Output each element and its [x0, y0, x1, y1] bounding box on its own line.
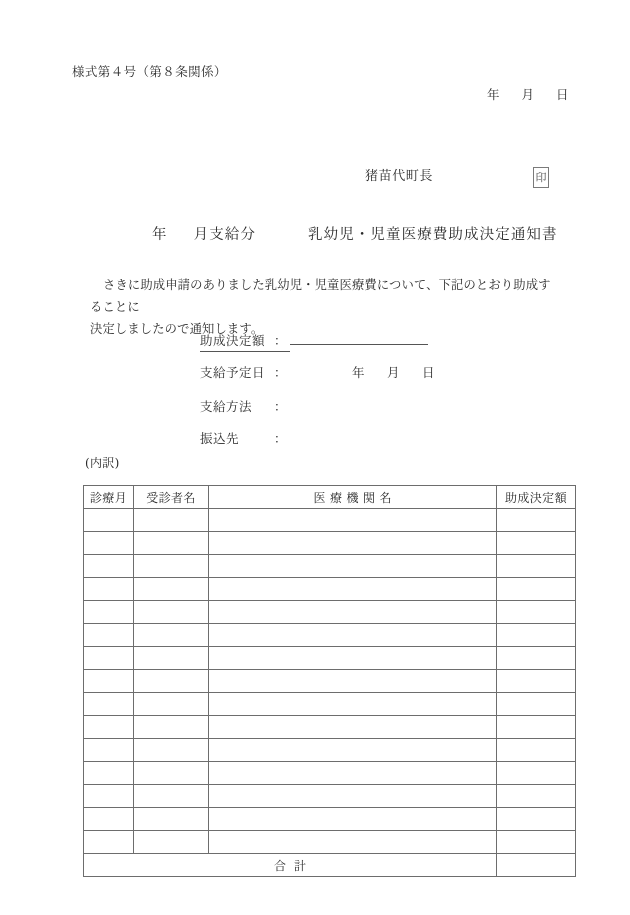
table-cell[interactable]	[497, 509, 576, 532]
table-cell[interactable]	[134, 532, 209, 555]
table-cell[interactable]	[84, 624, 134, 647]
table-cell[interactable]	[134, 670, 209, 693]
table-cell[interactable]	[497, 555, 576, 578]
table-cell[interactable]	[134, 762, 209, 785]
field-subsidy-amount-label: 助成決定額	[200, 331, 274, 352]
table-cell[interactable]	[209, 693, 497, 716]
issue-date-year-label: 年	[487, 87, 500, 102]
table-cell[interactable]	[497, 716, 576, 739]
total-label-text: 合計	[273, 858, 314, 873]
table-row	[84, 762, 576, 785]
table-cell[interactable]	[84, 808, 134, 831]
field-payment-method	[200, 397, 290, 415]
table-row	[84, 647, 576, 670]
table-cell[interactable]	[209, 647, 497, 670]
table-cell[interactable]	[209, 739, 497, 762]
breakdown-caption: (内訳)	[85, 456, 120, 470]
table-cell[interactable]	[84, 555, 134, 578]
table-cell[interactable]	[497, 624, 576, 647]
table-cell[interactable]	[497, 601, 576, 624]
table-cell[interactable]	[209, 785, 497, 808]
table-cell[interactable]	[84, 762, 134, 785]
field-subsidy-amount-value[interactable]	[290, 342, 428, 345]
column-header-subsidy-amount: 助成決定額	[497, 486, 576, 509]
table-cell[interactable]	[84, 739, 134, 762]
breakdown-table	[83, 485, 576, 877]
table-cell[interactable]	[84, 601, 134, 624]
table-cell[interactable]	[134, 578, 209, 601]
table-cell[interactable]	[84, 670, 134, 693]
field-payment-date-day: 日	[422, 365, 436, 380]
table-body	[84, 509, 576, 854]
table-footer	[84, 854, 576, 877]
column-header-patient-name: 受診者名	[134, 486, 209, 509]
table-cell[interactable]	[84, 578, 134, 601]
table-cell[interactable]	[497, 693, 576, 716]
table-row	[84, 808, 576, 831]
field-payment-date	[200, 363, 435, 381]
field-payment-date-month: 月	[387, 365, 401, 380]
table-cell[interactable]	[497, 808, 576, 831]
form-number-label: 様式第４号（第８条関係）	[72, 64, 227, 79]
column-header-treatment-month: 診療月	[84, 486, 134, 509]
title-month-label: 月支給分	[193, 227, 257, 243]
table-row	[84, 831, 576, 854]
table-cell[interactable]	[134, 509, 209, 532]
table-cell[interactable]	[134, 555, 209, 578]
field-bank-account-label: 振込先	[200, 431, 240, 446]
table-row	[84, 578, 576, 601]
table-cell[interactable]	[209, 808, 497, 831]
table-cell[interactable]	[84, 831, 134, 854]
table-header-row	[84, 486, 576, 509]
field-subsidy-amount	[200, 331, 428, 352]
field-payment-method-label: 支給方法	[200, 399, 253, 414]
table-total-row	[84, 854, 576, 877]
table-cell[interactable]	[497, 785, 576, 808]
table-cell[interactable]	[497, 762, 576, 785]
table-row	[84, 555, 576, 578]
table-row	[84, 509, 576, 532]
issue-date-day-label: 日	[556, 87, 569, 102]
table-cell[interactable]	[84, 716, 134, 739]
table-cell[interactable]	[497, 739, 576, 762]
table-cell[interactable]	[134, 601, 209, 624]
total-value-cell[interactable]	[497, 854, 576, 877]
table-cell[interactable]	[209, 509, 497, 532]
table-header	[84, 486, 576, 509]
column-header-medical-institution	[209, 486, 497, 509]
table-cell[interactable]	[209, 716, 497, 739]
field-bank-account	[200, 429, 290, 447]
table-cell[interactable]	[209, 831, 497, 854]
table-cell[interactable]	[209, 578, 497, 601]
table-cell[interactable]	[134, 739, 209, 762]
issuing-office-label: 猪苗代町長	[365, 169, 434, 184]
title-year-label: 年	[152, 227, 168, 243]
table-row	[84, 739, 576, 762]
table-cell[interactable]	[134, 808, 209, 831]
table-cell[interactable]	[84, 785, 134, 808]
table-row	[84, 785, 576, 808]
table-cell[interactable]	[497, 670, 576, 693]
seal-stamp-box: 印	[533, 167, 549, 188]
table-cell[interactable]	[497, 831, 576, 854]
table-cell[interactable]	[209, 601, 497, 624]
table-cell[interactable]	[134, 647, 209, 670]
table-cell[interactable]	[209, 532, 497, 555]
field-subsidy-amount-colon: ：	[274, 331, 290, 352]
field-bank-account-colon: ：	[274, 431, 288, 446]
table-cell[interactable]	[497, 532, 576, 555]
table-cell[interactable]	[84, 647, 134, 670]
table-row	[84, 716, 576, 739]
table-cell[interactable]	[134, 831, 209, 854]
table-cell[interactable]	[209, 624, 497, 647]
field-payment-date-colon: ：	[274, 365, 288, 380]
table-cell[interactable]	[497, 578, 576, 601]
title-main-label: 乳幼児・児童医療費助成決定通知書	[308, 227, 558, 243]
total-label-cell	[84, 854, 497, 877]
body-line-1: さきに助成申請のありました乳幼児・児童医療費について、下記のとおり助成することに	[90, 278, 551, 314]
table-row	[84, 624, 576, 647]
table-cell[interactable]	[134, 624, 209, 647]
table-cell[interactable]	[84, 532, 134, 555]
table-row	[84, 670, 576, 693]
table-cell[interactable]	[209, 555, 497, 578]
table-row	[84, 601, 576, 624]
column-header-medical-institution-text: 医療機関名	[313, 490, 396, 505]
table-row	[84, 693, 576, 716]
field-payment-method-colon: ：	[274, 399, 288, 414]
issue-date-line	[487, 89, 569, 102]
field-payment-date-label: 支給予定日	[200, 365, 266, 380]
field-payment-date-year: 年	[352, 365, 366, 380]
table-cell[interactable]	[134, 716, 209, 739]
body-line-2: 決定しましたので通知します。	[90, 322, 264, 336]
page-title	[152, 228, 558, 243]
table-cell[interactable]	[134, 785, 209, 808]
table-row	[84, 532, 576, 555]
issue-date-month-label: 月	[521, 87, 535, 102]
table-cell[interactable]	[209, 762, 497, 785]
table-cell[interactable]	[84, 693, 134, 716]
table-cell[interactable]	[84, 509, 134, 532]
table-cell[interactable]	[134, 693, 209, 716]
table-cell[interactable]	[497, 647, 576, 670]
table-cell[interactable]	[209, 670, 497, 693]
